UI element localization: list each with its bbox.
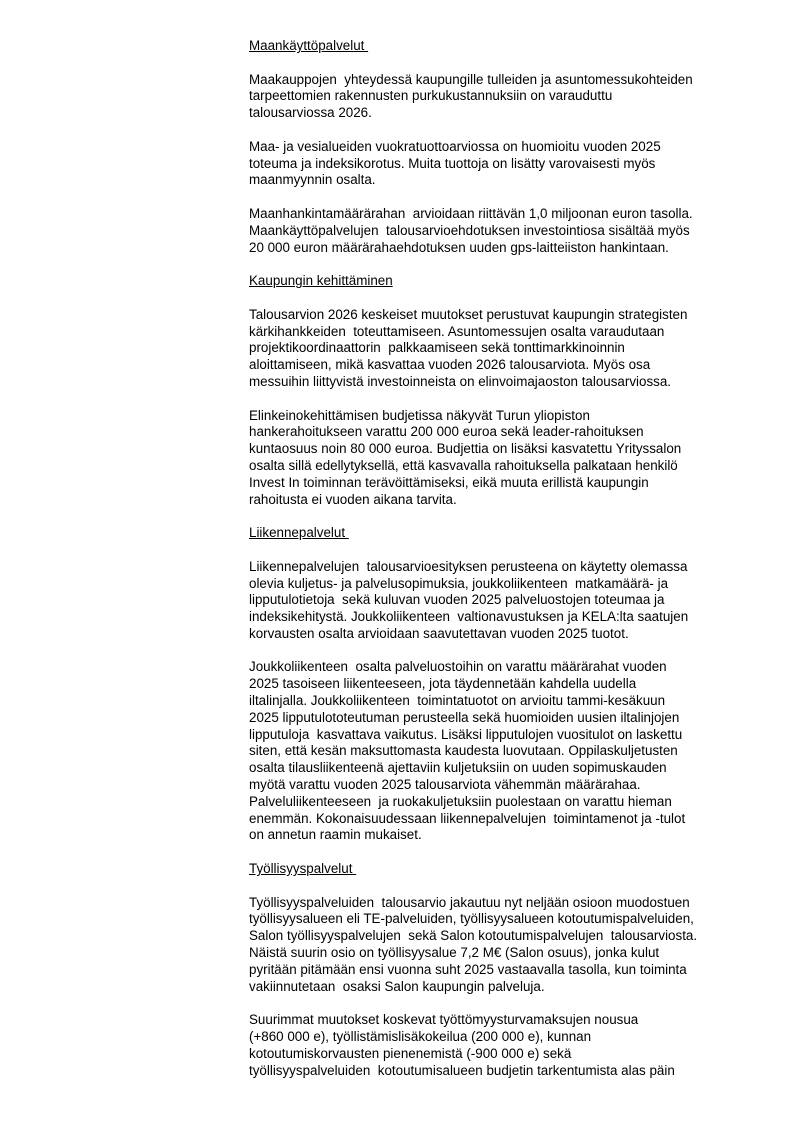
text-line: Työllisyyspalveluiden talousarvio jakautuu nyt neljään osioon muodostuen bbox=[249, 894, 690, 910]
text-line: enemmän. Kokonaisuudessaan liikennepalvelujen toimintamenot ja -tulot bbox=[249, 810, 686, 826]
section bbox=[249, 38, 769, 273]
text-line: siten, että kesän maksuttomasta kaudesta luovutaan. Oppilaskuljetusten bbox=[249, 743, 678, 759]
text-line: Salon työllisyyspalvelujen sekä Salon kotoutumispalvelujen talousarviosta. bbox=[249, 928, 698, 944]
paragraph bbox=[249, 307, 769, 391]
text-line: talousarviossa 2026. bbox=[249, 105, 372, 121]
text-line: korvausten osalta arvioidaan saavutettavan vuoden 2025 tuotot. bbox=[249, 625, 629, 641]
text-line: messuihin liittyvistä investoinneista on elinvoimajaoston talousarviossa. bbox=[249, 373, 672, 389]
paragraph-spacer bbox=[249, 391, 769, 408]
section-spacer bbox=[249, 256, 769, 273]
text-line: myötä varattu vuoden 2025 talousarviota vähemmän määrärahaa. bbox=[249, 777, 641, 793]
text-line: pyritään pitämään ensi vuonna suht 2025 vastaavalla tasolla, kun toiminta bbox=[249, 961, 687, 977]
text-line: Näistä suurin osio on työllisyysalue 7,2 M€ (Salon osuus), jonka kulut bbox=[249, 945, 660, 961]
text-line: Joukkoliikenteen osalta palveluostoihin on varattu määrärahat vuoden bbox=[249, 659, 667, 675]
text-line: Suurimmat muutokset koskevat työttömyysturvamaksujen nousua bbox=[249, 1012, 639, 1028]
section bbox=[249, 861, 769, 1096]
section-spacer bbox=[249, 1079, 769, 1096]
text-line: maanmyynnin osalta. bbox=[249, 172, 376, 188]
text-line: osalta sillä edellytyksellä, että kasvavalla rahoituksella palkataan henkilö bbox=[249, 457, 678, 473]
section-spacer bbox=[249, 508, 769, 525]
text-line: Maankäyttöpalvelujen talousarvioehdotuksen investointiosa sisältää myös bbox=[249, 222, 690, 238]
text-line: Palveluliikenteeseen ja ruokakuljetuksiin puolestaan on varattu hieman bbox=[249, 793, 672, 809]
text-line: on annetun raamin mukaiset. bbox=[249, 827, 422, 843]
text-line: indeksikehitystä. Joukkoliikenteen valtionavustuksen ja KELA:lta saatujen bbox=[249, 609, 689, 625]
paragraph bbox=[249, 659, 769, 844]
text-line: työllisyysalueen eli TE-palveluiden, työllisyysalueen kotoutumispalveluiden, bbox=[249, 911, 694, 927]
paragraph bbox=[249, 408, 769, 509]
paragraph-spacer bbox=[249, 995, 769, 1012]
section bbox=[249, 273, 769, 525]
document-page bbox=[249, 38, 769, 1096]
paragraph-spacer bbox=[249, 122, 769, 139]
text-line: olevia kuljetus- ja palvelusopimuksia, joukkoliikenteen matkamäärä- ja bbox=[249, 575, 669, 591]
paragraph-spacer bbox=[249, 189, 769, 206]
text-line: Maakauppojen yhteydessä kaupungille tulleiden ja asuntomessukohteiden bbox=[249, 71, 693, 87]
paragraph-spacer bbox=[249, 542, 769, 559]
text-line: osalta tilausliikenteenä ajettaviin kuljetuksiin on uuden sopimuskauden bbox=[249, 760, 667, 776]
paragraph bbox=[249, 139, 769, 189]
text-line: työllisyyspalveluiden kotoutumisalueen budjetin tarkentumista alas päin bbox=[249, 1062, 675, 1078]
text-line: kärkihankkeiden toteuttamiseen. Asuntomessujen osalta varaudutaan bbox=[249, 323, 665, 339]
section-spacer bbox=[249, 844, 769, 861]
text-line: iltalinjalla. Joukkoliikenteen toimintatuotot on arvioitu tammi-kesäkuun bbox=[249, 693, 666, 709]
section-heading: Maankäyttöpalvelut bbox=[249, 38, 369, 53]
text-line: Elinkeinokehittämisen budjetissa näkyvät Turun yliopiston bbox=[249, 407, 590, 423]
text-line: toteuma ja indeksikorotus. Muita tuottoja on lisätty varovaisesti myös bbox=[249, 155, 656, 171]
text-line: Liikennepalvelujen talousarvioesityksen perusteena on käytetty olemassa bbox=[249, 558, 688, 574]
text-line: vakiinnutetaan osaksi Salon kaupungin palveluja. bbox=[249, 978, 545, 994]
section-heading: Työllisyyspalvelut bbox=[249, 861, 357, 877]
text-line: Maa- ja vesialueiden vuokratuottoarviossa on huomioitu vuoden 2025 bbox=[249, 138, 661, 154]
paragraph-spacer bbox=[249, 55, 769, 72]
text-line: 2025 tasoiseen liikenteeseen, jota täydennetään kahdella uudella bbox=[249, 676, 637, 692]
text-line: hankerahoitukseen varattu 200 000 euroa sekä leader-rahoituksen bbox=[249, 424, 644, 440]
paragraph bbox=[249, 1012, 769, 1079]
paragraph bbox=[249, 895, 769, 996]
text-line: Invest In toiminnan terävöittämiseksi, eikä muuta erillistä kaupungin bbox=[249, 474, 649, 490]
paragraph bbox=[249, 72, 769, 122]
paragraph-spacer bbox=[249, 290, 769, 307]
text-line: rahoitusta ei vuoden aikana tarvita. bbox=[249, 491, 457, 507]
paragraph-spacer bbox=[249, 643, 769, 660]
paragraph-spacer bbox=[249, 878, 769, 895]
text-line: tarpeettomien rakennusten purkukustannuksiin on varauduttu bbox=[249, 88, 613, 104]
text-line: lipputulotietoja sekä kuluvan vuoden 2025 palveluostojen toteumaa ja bbox=[249, 592, 665, 608]
paragraph bbox=[249, 559, 769, 643]
text-line: kotoutumiskorvausten pienenemistä (-900 000 e) sekä bbox=[249, 1045, 572, 1061]
section-heading: Liikennepalvelut bbox=[249, 525, 349, 541]
section-heading: Kaupungin kehittäminen bbox=[249, 273, 393, 289]
text-line: 2025 lipputulototeutuman perusteella sekä huomioiden uusien iltalinjojen bbox=[249, 709, 680, 725]
section bbox=[249, 525, 769, 861]
text-line: lipputuloja kasvattava vaikutus. Lisäksi lipputulojen vuositulot on laskettu bbox=[249, 726, 683, 742]
text-line: projektikoordinaattorin palkkaamiseen sekä tonttimarkkinoinnin bbox=[249, 340, 625, 356]
text-line: 20 000 euron määrärahaehdotuksen uuden gps-laitteiiston hankintaan. bbox=[249, 239, 669, 255]
text-line: Maanhankintamäärärahan arvioidaan riittävän 1,0 miljoonan euron tasolla. bbox=[249, 205, 693, 221]
text-line: aloittamiseen, mikä kasvattaa vuoden 2026 talousarviota. Myös osa bbox=[249, 357, 651, 373]
text-line: (+860 000 e), työllistämislisäkokeilua (200 000 e), kunnan bbox=[249, 1029, 592, 1045]
text-line: kuntaosuus noin 80 000 euroa. Budjettia on lisäksi kasvatettu Yrityssalon bbox=[249, 441, 682, 457]
paragraph bbox=[249, 206, 769, 256]
text-line: Talousarvion 2026 keskeiset muutokset perustuvat kaupungin strategisten bbox=[249, 306, 688, 322]
